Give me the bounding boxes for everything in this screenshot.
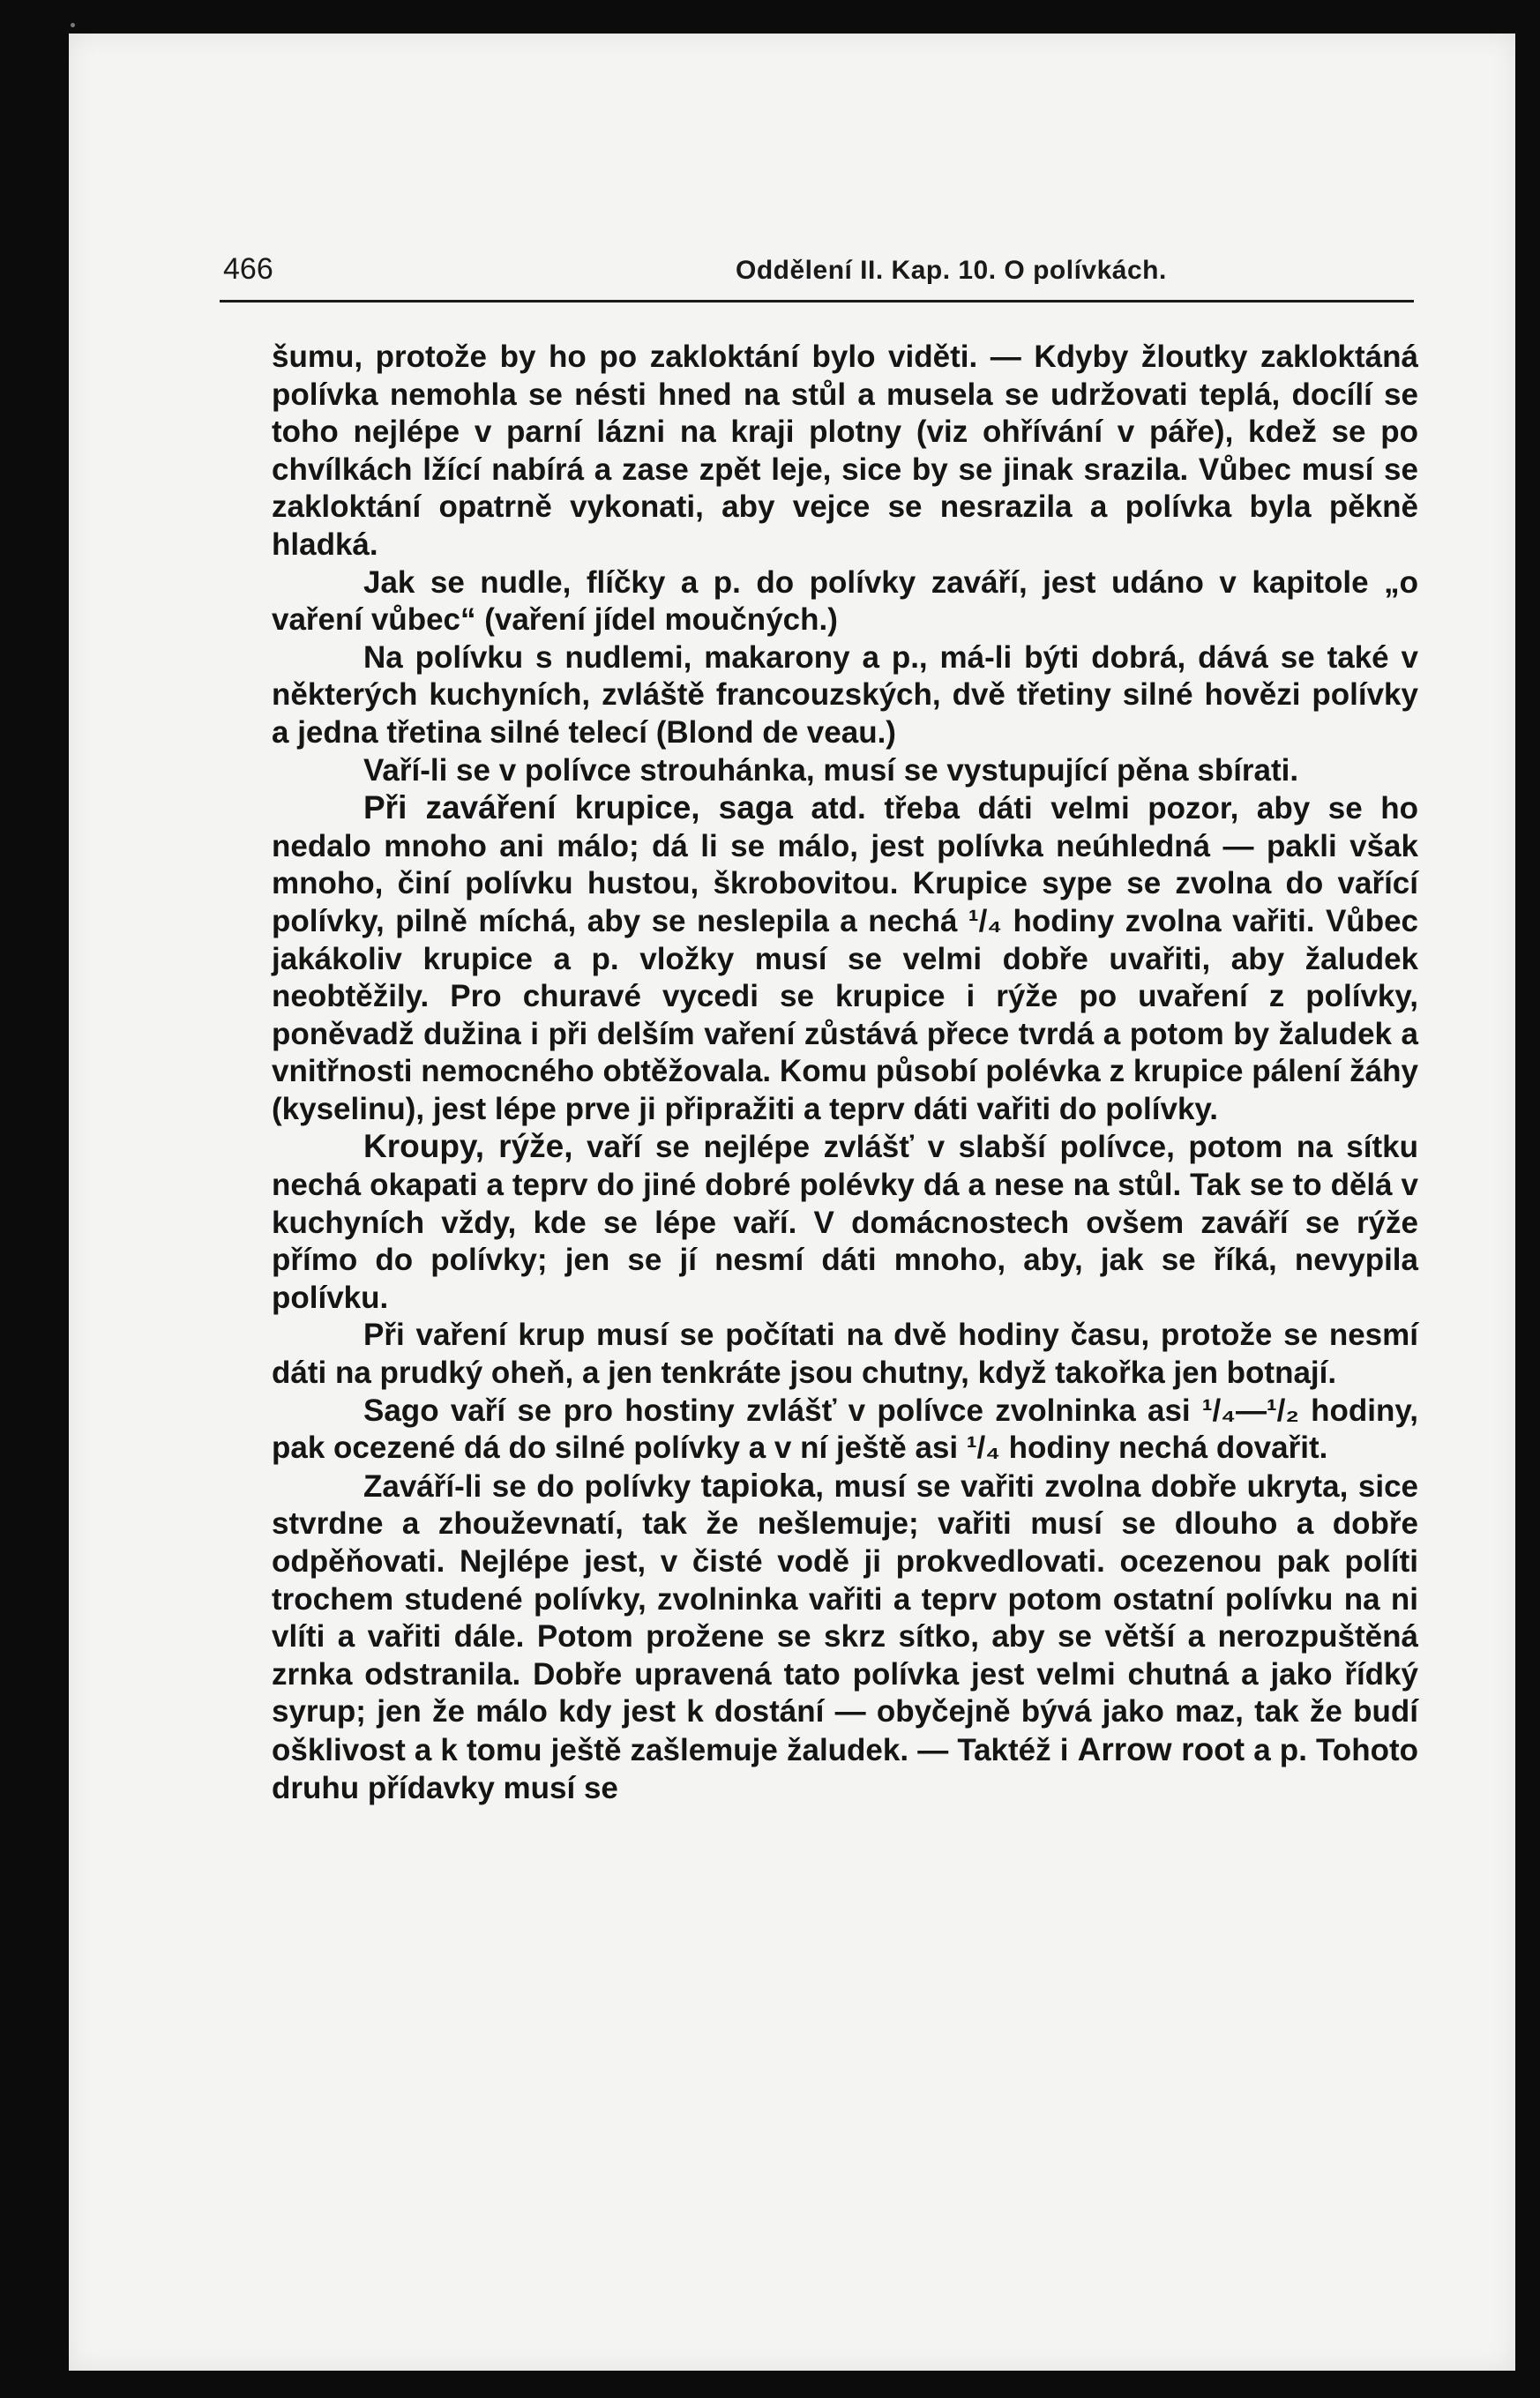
text-run: Při vaření krup musí se počítati na dvě hodiny času, protože se nesmí dáti na prudký oheň, a jen tenkráte jsou chutny, když takořka jen botnají.	[272, 1318, 1418, 1391]
body-text	[272, 339, 1418, 1807]
text-run: atd. třeba dáti velmi pozor, aby se ho nedalo mnoho ani málo; dá li se málo, jest polívka neúhledná — pakli však mnoho, činí polívku hustou, škrobovitou. Krupice sype se zvolna do vařící polívky, pilně míchá, aby se neslepila a nechá ¹/₄ hodiny zvolna vařiti. Vůbec jakákoliv krupice a p. vložky musí se velmi dobře uvařiti, aby žaludek neobtěžily. Pro churavé vycedi se krupice i rýže po uvaření z polívky, poněvadž dužina i při delším vaření zůstává přece tvrdá a potom by žaludek a vnitřnosti nemocného obtěžovala. Komu působí polévka z krupice pálení žáhy (kyselinu), jest lépe prve ji připražiti a teprv dáti vařiti do polívky.	[272, 791, 1418, 1126]
running-head: Oddělení II. Kap. 10. O polívkách.	[736, 256, 1167, 285]
text-run: Na polívku s nudlemi, makarony a p., má-li býti dobrá, dává se také v některých kuchyních, zvláště francouzských, dvě třetiny silné hovězi polívky a jedna třetina silné telecí (Blond de veau.)	[272, 639, 1418, 750]
emphasis-term: Arrow root	[1077, 1730, 1245, 1767]
paragraph-6	[272, 1128, 1418, 1317]
paragraph-3	[272, 639, 1418, 752]
text-run: a p. Tohoto druhu přídavky musí se	[272, 1732, 1418, 1805]
text-run: šumu, protože by ho po zakloktání bylo viděti. — Kdyby žloutky zakloktáná polívka nemohla se nésti hned na stůl a musela se udržovati teplá, docílí se toho nejlépe v parní lázni na kraji plotny (viz ohřívání v páře), kdež se po chvílkách lžící nabírá a zase zpět leje, sice by se jinak srazila. Vůbec musí se zakloktání opatrně vykonati, aby vejce se nesrazila a polívka byla pěkně hladká.	[272, 340, 1418, 562]
paragraph-8	[272, 1393, 1418, 1468]
text-run: vaří se nejlépe zvlášť v slabší polívce, potom na sítku nechá okapati a teprv do jiné dobré polévky dá a nese na stůl. Tak se to dělá v kuchyních vždy, kde se lépe vaří. V domácnostech ovšem zaváří se rýže přímo do polívky; jen se jí nesmí dáti mnoho, aby, jak se říká, nevypila polívku.	[272, 1130, 1418, 1315]
text-run: Vaří-li se v polívce strouhánka, musí se vystupující pěna sbírati.	[363, 752, 1299, 788]
emphasis-term: tapioka	[700, 1467, 816, 1504]
page-number: 466	[223, 252, 273, 286]
paragraph-1	[272, 339, 1418, 564]
text-run: , musí se vařiti zvolna dobře ukryta, sice stvrdne a zhouževnatí, tak že nešlemuje; vařiti musí se dlouho a dobře odpěňovati. Nejlépe jest, v čisté vodě ji prokvedlovati. ocezenou pak políti trochem studené polívky, zvolninka vařiti a teprv potom ostatní polívku na ni vlíti a vařiti dále. Potom prožene se skrz sítko, aby se větší a nerozpuštěná zrnka odstranila. Dobře upravená tato polívka jest velmi chutná a jako řídký syrup; jen že málo kdy jest k dostání — obyčejně bývá jako maz, tak že budí ošklivost a k tomu ještě zašlemuje žaludek. — Taktéž i	[272, 1468, 1418, 1767]
text-run: Sago vaří se pro hostiny zvlášť v polívce zvolninka asi ¹/₄—¹/₂ hodiny, pak ocezené dá do silné polívky a v ní ještě asi ¹/₄ hodiny nechá dovařit.	[272, 1393, 1418, 1466]
page-header	[220, 249, 1414, 303]
text-run: Zaváří-li se do polívky	[363, 1468, 701, 1504]
paragraph-5	[272, 789, 1418, 1128]
text-run: Jak se nudle, flíčky a p. do polívky zaváří, jest udáno v kapitole „o vaření vůbec“ (vaření jídel moučných.)	[272, 564, 1418, 638]
paragraph-4	[272, 752, 1418, 790]
paragraph-9	[272, 1468, 1418, 1807]
scan-speck	[71, 23, 75, 27]
emphasis-term: Při zaváření krupice, saga	[363, 789, 793, 826]
paragraph-7	[272, 1317, 1418, 1392]
emphasis-term: Kroupy, rýže,	[363, 1128, 573, 1165]
paragraph-2	[272, 564, 1418, 639]
